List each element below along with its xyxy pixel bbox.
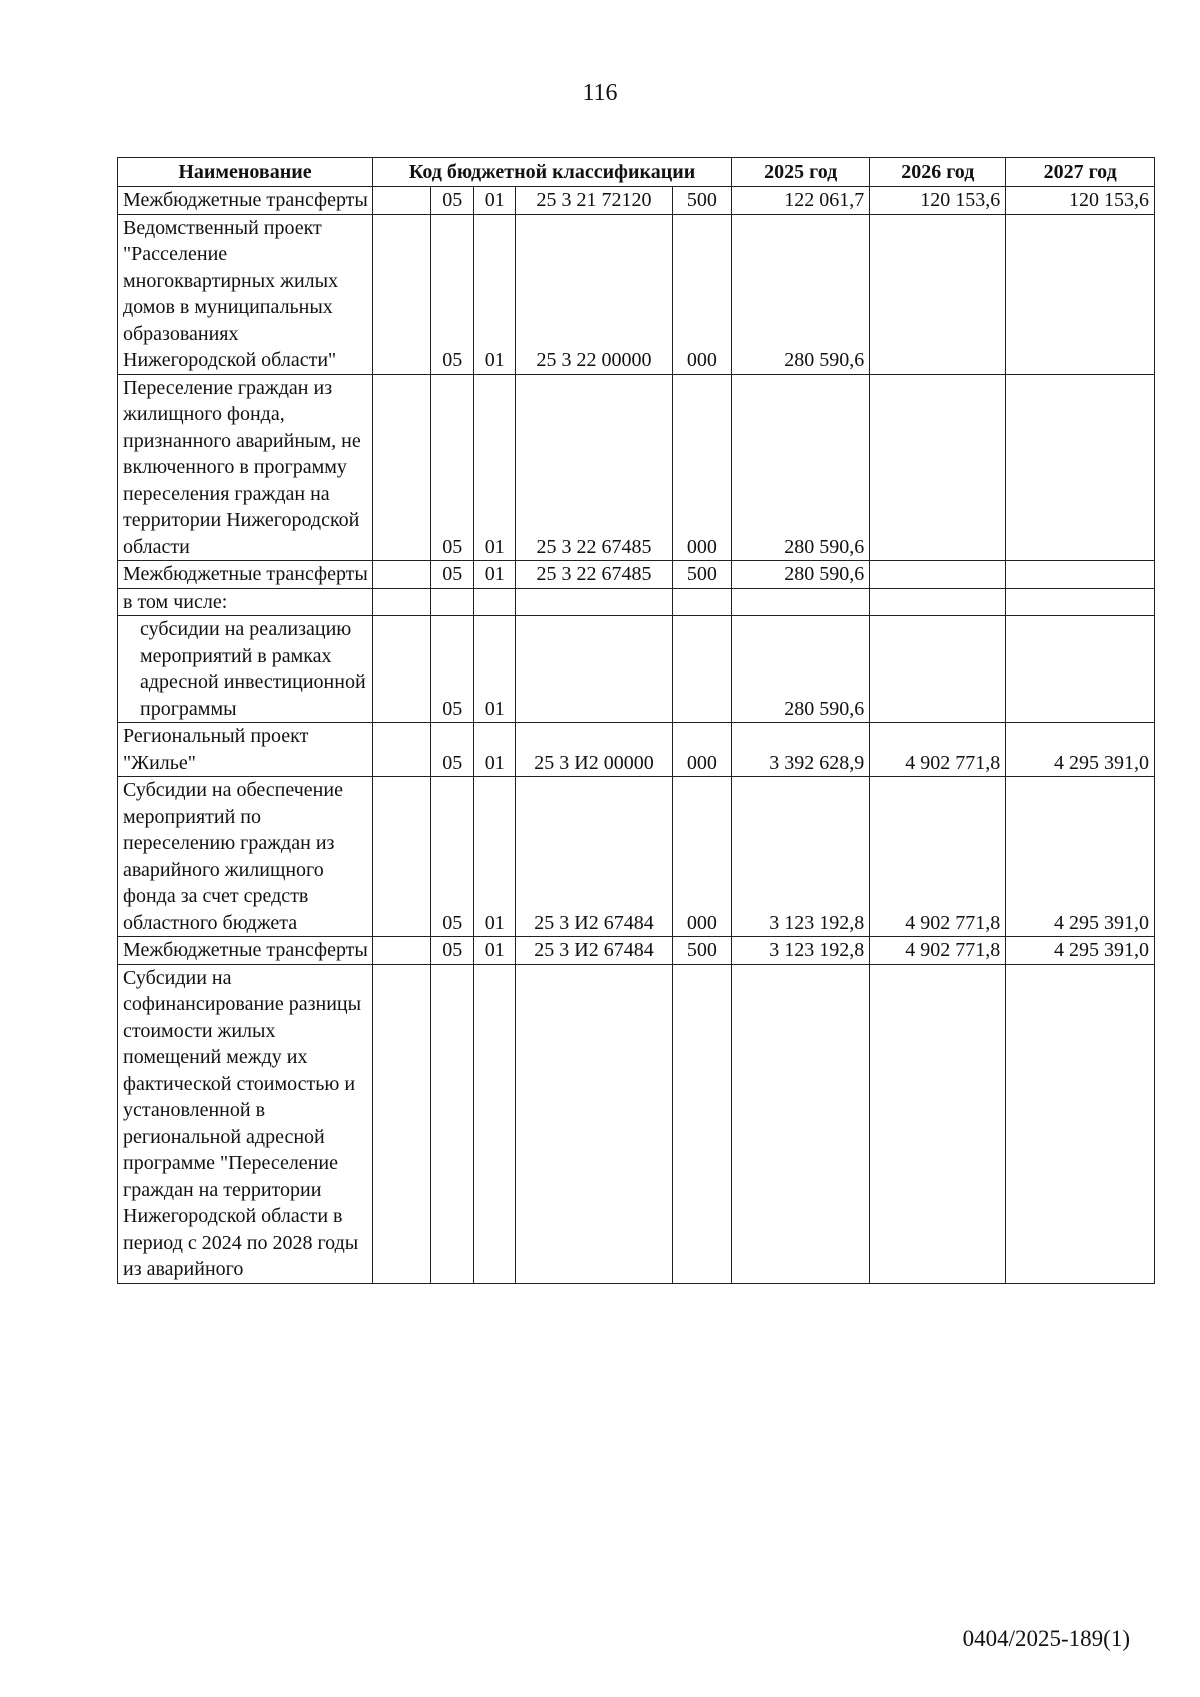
cell-2025: 280 590,6: [732, 374, 870, 561]
cell-section: 05: [431, 187, 474, 215]
cell-2026: [870, 616, 1006, 723]
cell-name: Межбюджетные трансферты: [118, 187, 373, 215]
table-row: [118, 964, 1155, 1283]
cell-2027: 4 295 391,0: [1006, 777, 1155, 937]
cell-name: Межбюджетные трансферты: [118, 561, 373, 589]
table-row: [118, 777, 1155, 937]
cell-2025: 3 123 192,8: [732, 937, 870, 965]
header-budget-code: Код бюджетной классификации: [373, 158, 732, 187]
cell-expense-type: 000: [672, 777, 732, 937]
cell-section: 05: [431, 777, 474, 937]
cell-subsection: 01: [473, 214, 516, 374]
header-2027: 2027 год: [1006, 158, 1155, 187]
header-2025: 2025 год: [732, 158, 870, 187]
cell-empty: [373, 187, 431, 215]
cell-expense-type: [672, 588, 732, 616]
cell-2027: [1006, 561, 1155, 589]
cell-section: 05: [431, 937, 474, 965]
cell-expense-type: 000: [672, 214, 732, 374]
budget-table: [117, 157, 1155, 1284]
cell-2026: [870, 374, 1006, 561]
cell-empty: [373, 561, 431, 589]
cell-target-article: 25 3 21 72120: [516, 187, 672, 215]
cell-section: 05: [431, 374, 474, 561]
cell-subsection: 01: [473, 777, 516, 937]
cell-2026: [870, 214, 1006, 374]
cell-empty: [373, 723, 431, 777]
cell-expense-type: 500: [672, 561, 732, 589]
cell-2027: [1006, 616, 1155, 723]
cell-2025: [732, 964, 870, 1283]
cell-2025: [732, 588, 870, 616]
cell-target-article: 25 3 22 67485: [516, 374, 672, 561]
cell-subsection: [473, 964, 516, 1283]
cell-expense-type: 500: [672, 937, 732, 965]
cell-name: Переселение граждан из жилищного фонда, признанного аварийным, не включенного в программу переселения граждан на территории Нижегородской области: [118, 374, 373, 561]
cell-empty: [373, 374, 431, 561]
cell-expense-type: [672, 964, 732, 1283]
cell-subsection: 01: [473, 374, 516, 561]
cell-2027: [1006, 374, 1155, 561]
cell-expense-type: 500: [672, 187, 732, 215]
cell-name: в том числе:: [118, 588, 373, 616]
cell-2027: [1006, 964, 1155, 1283]
cell-name: Субсидии на софинансирование разницы стоимости жилых помещений между их фактической стоимостью и установленной в региональной адресной программе "Переселение граждан на территории Нижегородской области в период с 2024 по 2028 годы из аварийного: [118, 964, 373, 1283]
cell-target-article: 25 3 И2 67484: [516, 937, 672, 965]
cell-2026: 120 153,6: [870, 187, 1006, 215]
cell-target-article: [516, 616, 672, 723]
cell-name: Региональный проект "Жилье": [118, 723, 373, 777]
cell-2025: 280 590,6: [732, 561, 870, 589]
cell-subsection: 01: [473, 937, 516, 965]
cell-2025: 280 590,6: [732, 214, 870, 374]
cell-section: 05: [431, 561, 474, 589]
cell-section: [431, 588, 474, 616]
cell-2025: 280 590,6: [732, 616, 870, 723]
document-code: 0404/2025-189(1): [962, 1626, 1130, 1651]
header-2026: 2026 год: [870, 158, 1006, 187]
page-number: 116: [582, 80, 618, 106]
table-row: [118, 723, 1155, 777]
cell-2027: [1006, 214, 1155, 374]
cell-section: 05: [431, 214, 474, 374]
cell-expense-type: 000: [672, 723, 732, 777]
table-row: [118, 616, 1155, 723]
table-row: [118, 374, 1155, 561]
table-row: [118, 937, 1155, 965]
cell-target-article: [516, 588, 672, 616]
cell-2026: 4 902 771,8: [870, 937, 1006, 965]
cell-2025: 122 061,7: [732, 187, 870, 215]
cell-target-article: 25 3 И2 00000: [516, 723, 672, 777]
cell-empty: [373, 777, 431, 937]
cell-empty: [373, 214, 431, 374]
cell-subsection: 01: [473, 187, 516, 215]
cell-target-article: [516, 964, 672, 1283]
cell-section: [431, 964, 474, 1283]
cell-2027: 4 295 391,0: [1006, 937, 1155, 965]
cell-empty: [373, 937, 431, 965]
cell-2027: 120 153,6: [1006, 187, 1155, 215]
cell-2027: 4 295 391,0: [1006, 723, 1155, 777]
table-row: [118, 214, 1155, 374]
table-row: [118, 588, 1155, 616]
cell-empty: [373, 588, 431, 616]
cell-2026: 4 902 771,8: [870, 777, 1006, 937]
table-row: [118, 187, 1155, 215]
cell-expense-type: 000: [672, 374, 732, 561]
header-name: Наименование: [118, 158, 373, 187]
cell-empty: [373, 616, 431, 723]
cell-subsection: 01: [473, 616, 516, 723]
cell-section: 05: [431, 723, 474, 777]
cell-empty: [373, 964, 431, 1283]
cell-2026: [870, 561, 1006, 589]
cell-subsection: 01: [473, 723, 516, 777]
cell-2026: [870, 964, 1006, 1283]
cell-name: Межбюджетные трансферты: [118, 937, 373, 965]
cell-2025: 3 123 192,8: [732, 777, 870, 937]
cell-section: 05: [431, 616, 474, 723]
cell-target-article: 25 3 22 67485: [516, 561, 672, 589]
cell-2025: 3 392 628,9: [732, 723, 870, 777]
cell-2026: [870, 588, 1006, 616]
cell-target-article: 25 3 22 00000: [516, 214, 672, 374]
table-header-row: [118, 158, 1155, 187]
cell-target-article: 25 3 И2 67484: [516, 777, 672, 937]
cell-subsection: [473, 588, 516, 616]
cell-name: субсидии на реализацию мероприятий в рамках адресной инвестиционной программы: [118, 616, 373, 723]
cell-expense-type: [672, 616, 732, 723]
cell-name: Субсидии на обеспечение мероприятий по переселению граждан из аварийного жилищного фонда за счет средств областного бюджета: [118, 777, 373, 937]
cell-name: Ведомственный проект "Расселение многоквартирных жилых домов в муниципальных образованиях Нижегородской области": [118, 214, 373, 374]
cell-subsection: 01: [473, 561, 516, 589]
cell-2027: [1006, 588, 1155, 616]
table-row: [118, 561, 1155, 589]
cell-2026: 4 902 771,8: [870, 723, 1006, 777]
